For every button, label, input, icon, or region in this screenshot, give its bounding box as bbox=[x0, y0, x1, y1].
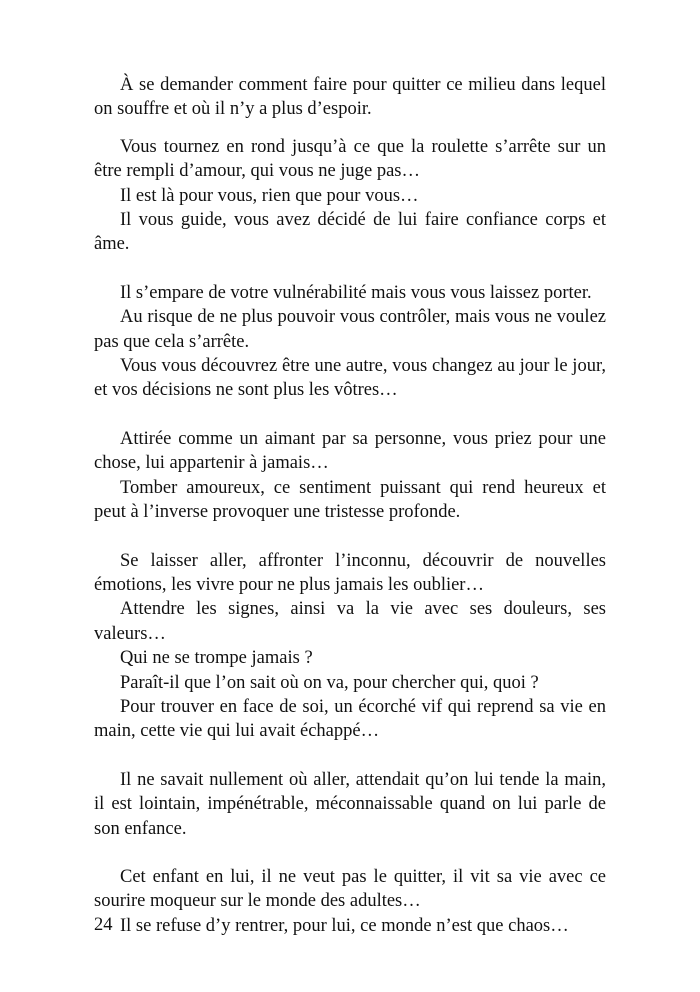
section-spacer bbox=[94, 257, 606, 281]
paragraph: À se demander comment faire pour quitter ce milieu dans lequel on souffre et où il n’y a plus d’espoir. bbox=[94, 75, 606, 120]
paragraph: Au risque de ne plus pouvoir vous contrôler, mais vous ne voulez pas que cela s’arrête. bbox=[94, 307, 606, 352]
paragraph: Il se refuse d’y rentrer, pour lui, ce monde n’est que chaos… bbox=[120, 915, 569, 936]
section-spacer bbox=[94, 525, 606, 549]
paragraph: Il ne savait nullement où aller, attendait qu’on lui tende la main, il est lointain, impénétrable, méconnaissable quand on lui parle de son enfance. bbox=[94, 769, 606, 839]
paragraph: Attendre les signes, ainsi va la vie avec ses douleurs, ses valeurs… bbox=[94, 599, 606, 644]
paragraph-spacer bbox=[94, 122, 606, 135]
section-spacer bbox=[94, 841, 606, 865]
paragraph: Vous tournez en rond jusqu’à ce que la roulette s’arrête sur un être rempli d’amour, qui vous ne juge pas… bbox=[94, 136, 606, 182]
paragraph: Vous vous découvrez être une autre, vous changez au jour le jour, et vos décisions ne sont plus les vôtres… bbox=[94, 356, 606, 401]
paragraph: Tomber amoureux, ce sentiment puissant qui rend heureux et peut à l’inverse provoquer une tristesse profonde. bbox=[94, 477, 606, 523]
section-spacer bbox=[94, 403, 606, 427]
page-number: 24 bbox=[94, 915, 113, 935]
paragraph: Paraît-il que l’on sait où on va, pour chercher qui, quoi ? bbox=[120, 672, 539, 693]
paragraph: Se laisser aller, affronter l’inconnu, découvrir de nouvelles émotions, les vivre pour ne plus jamais les oublier… bbox=[94, 550, 606, 595]
paragraph: Cet enfant en lui, il ne veut pas le quitter, il vit sa vie avec ce sourire moqueur sur le monde des adultes… bbox=[94, 866, 606, 912]
paragraph: Il s’empare de votre vulnérabilité mais vous vous laissez porter. bbox=[120, 282, 592, 303]
paragraph: Il est là pour vous, rien que pour vous… bbox=[120, 185, 419, 206]
paragraph: Pour trouver en face de soi, un écorché vif qui reprend sa vie en main, cette vie qui lui avait échappé… bbox=[94, 696, 606, 742]
paragraph: Qui ne se trompe jamais ? bbox=[120, 648, 313, 669]
paragraph: Il vous guide, vous avez décidé de lui faire confiance corps et âme. bbox=[94, 210, 606, 255]
section-spacer bbox=[94, 744, 606, 768]
body-text bbox=[94, 73, 606, 938]
paragraph: Attirée comme un aimant par sa personne, vous priez pour une chose, lui appartenir à jamais… bbox=[94, 428, 606, 474]
